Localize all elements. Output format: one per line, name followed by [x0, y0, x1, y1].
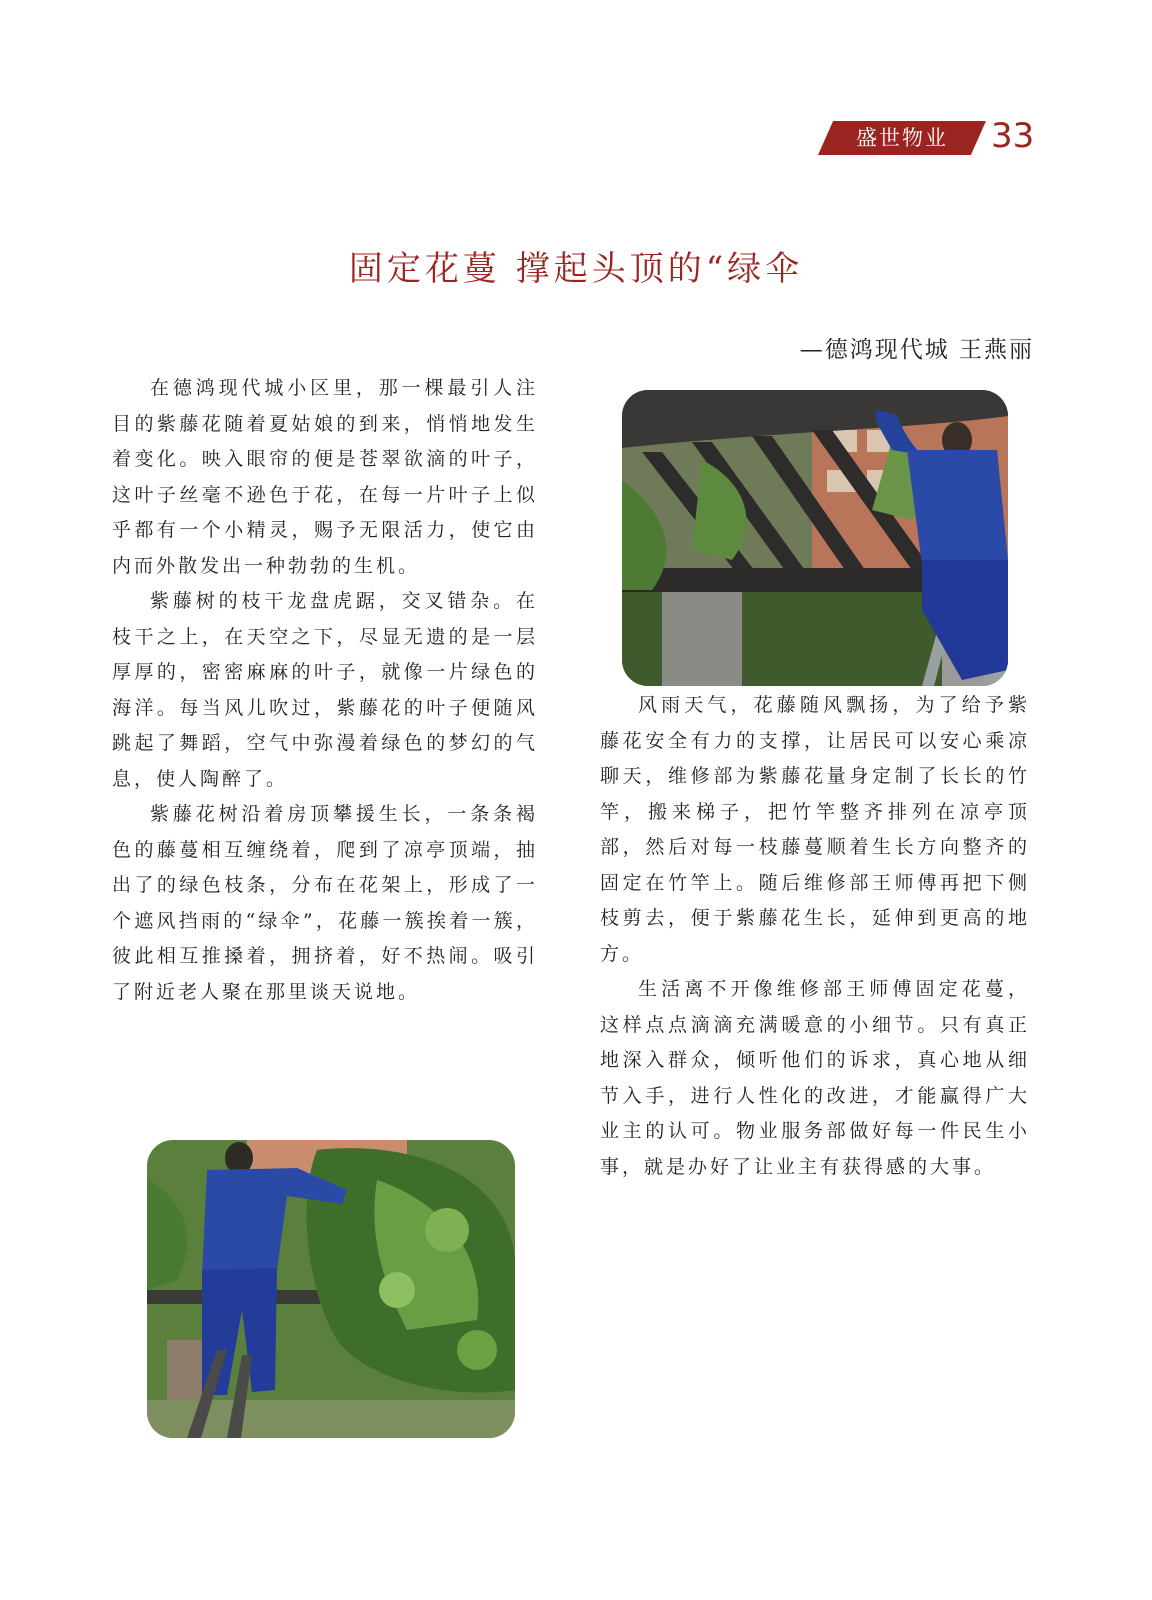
- paragraph: 在德鸿现代城小区里，那一棵最引人注目的紫藤花随着夏姑娘的到来，悄悄地发生着变化。映入眼帘的便是苍翠欲滴的叶子，这叶子丝毫不逊色于花，在每一片叶子上似乎都有一个小精灵，赐予无限活力，使它由内而外散发出一种勃勃的生机。: [112, 377, 538, 577]
- article-author: —德鸿现代城 王燕丽: [799, 337, 1034, 363]
- worker-on-ladder-under-pergola-photo: [622, 390, 1008, 686]
- paragraph: 风雨天气，花藤随风飘扬，为了给予紫藤花安全有力的支撑，让居民可以安心乘凉聊天，维修部为紫藤花量身定制了长长的竹竿，搬来梯子，把竹竿整齐排列在凉亭顶部，然后对每一枝藤蔓顺着生长方向整齐的固定在竹竿上。随后维修部王师傅再把下侧枝剪去，便于紫藤花生长，延伸到更高的地方。: [600, 694, 1030, 965]
- paragraph: 紫藤花树沿着房顶攀援生长，一条条褐色的藤蔓相互缠绕着，爬到了凉亭顶端，抽出了的绿色枝条，分布在花架上，形成了一个遮风挡雨的“绿伞”，花藤一簇挨着一簇，彼此相互推搡着，拥挤着，好不热闹。吸引了附近老人聚在那里谈天说地。: [112, 803, 538, 1003]
- left-column: [112, 371, 538, 1010]
- header-section-label: 盛世物业: [856, 126, 948, 150]
- right-column: [600, 688, 1030, 1185]
- article-title: 固定花蔓 撑起头顶的“绿伞: [348, 249, 804, 289]
- paragraph: 生活离不开像维修部王师傅固定花蔓，这样点点滴滴充满暖意的小细节。只有真正地深入群众，倾听他们的诉求，真心地从细节入手，进行人性化的改进，才能赢得广大业主的认可。物业服务部做好每一件民生小事，就是办好了让业主有获得感的大事。: [600, 978, 1030, 1178]
- paragraph: 紫藤树的枝干龙盘虎踞，交叉错杂。在枝干之上，在天空之下，尽显无遗的是一层厚厚的，密密麻麻的叶子，就像一片绿色的海洋。每当风儿吹过，紫藤花的叶子便随风跳起了舞蹈，空气中弥漫着绿色的梦幻的气息，使人陶醉了。: [112, 590, 538, 790]
- worker-trimming-wisteria-photo: [147, 1140, 515, 1438]
- page-number: 33: [991, 116, 1035, 156]
